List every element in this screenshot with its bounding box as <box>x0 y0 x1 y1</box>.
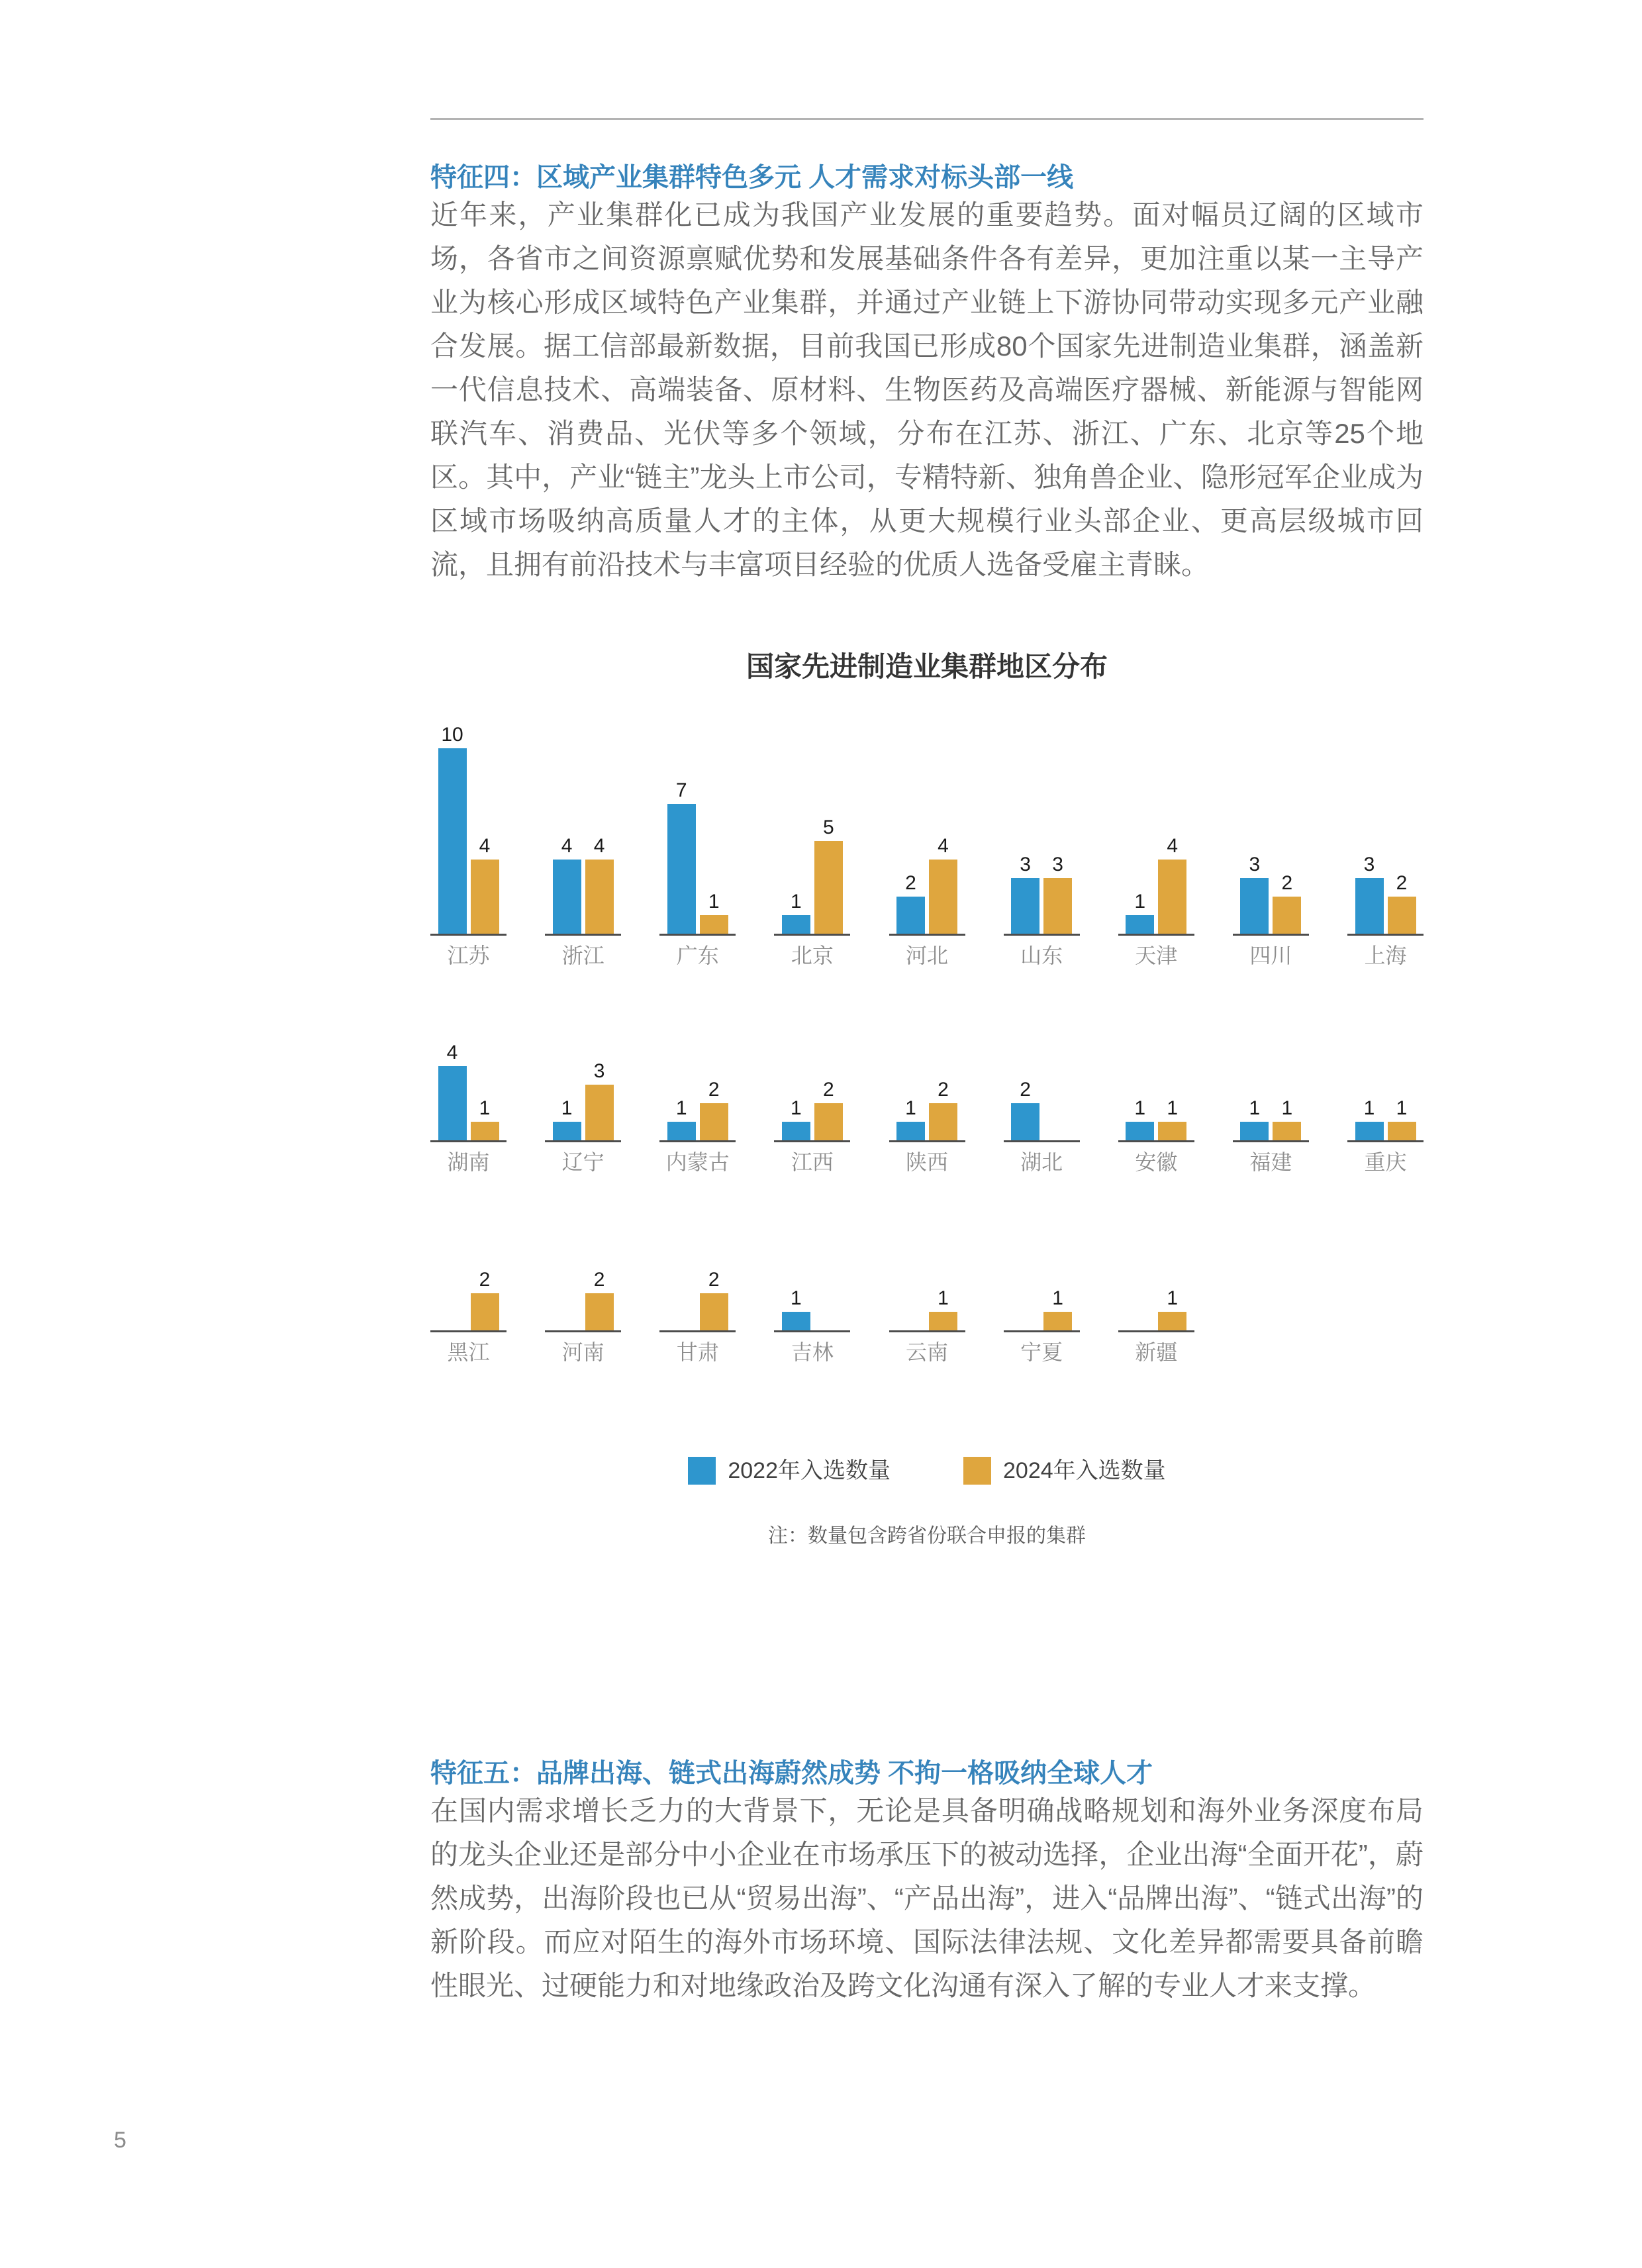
bar-y2024 <box>1158 1312 1186 1330</box>
bar-slot-y2022 <box>1011 855 1039 934</box>
bar-y2022 <box>896 897 925 934</box>
bar-y2022 <box>1355 878 1384 934</box>
legend-swatch-2022 <box>688 1457 716 1485</box>
legend-label-2024: 2024年入选数量 <box>1003 1458 1166 1483</box>
bar-pair <box>430 724 507 934</box>
legend-item-2022 <box>688 1457 891 1485</box>
bar-slot-y2024 <box>1388 873 1416 934</box>
section4-paragraph: 近年来，产业集群化已成为我国产业发展的重要趋势。面对幅员辽阔的区域市场，各省市之间资源禀赋优势和发展基础条件各有差异，更加注重以某一主导产业为核心形成区域特色产业集群，并通过产业链上下游协同带动实现多元产业融合发展。据工信部最新数据，目前我国已形成80个国家先进制造业集群，涵盖新一代信息技术、高端装备、原材料、生物医药及高端医疗器械、新能源与智能网联汽车、消费品、光伏等多个领域，分布在江苏、浙江、广东、北京等25个地区。其中，产业“链主”龙头上市公司，专精特新、独角兽企业、隐形冠军企业成为区域市场吸纳高质量人才的主体，从更大规模行业头部企业、更高层级城市回流，且拥有前沿技术与丰富项目经验的优质人选备受雇主青睐。 <box>430 199 1424 580</box>
value-label: 1 <box>561 1097 573 1119</box>
category-label: 福建 <box>1249 1150 1292 1174</box>
chart-group-内蒙古 <box>659 1066 736 1173</box>
value-label: 1 <box>479 1097 491 1119</box>
bar-y2024 <box>814 1103 843 1140</box>
axis-line <box>430 1330 507 1332</box>
legend-label-2022: 2022年入选数量 <box>728 1458 891 1483</box>
value-label: 4 <box>479 835 491 857</box>
bar-slot-y2024 <box>1158 1289 1186 1330</box>
bar-pair <box>1347 1066 1424 1140</box>
bar-pair <box>774 1066 850 1140</box>
chart-group-福建 <box>1233 1066 1309 1173</box>
value-label: 2 <box>708 1269 720 1291</box>
bar-y2022 <box>438 1066 467 1140</box>
legend-item-2024 <box>963 1457 1166 1485</box>
axis-line <box>1233 1140 1309 1142</box>
bar-pair <box>1004 748 1080 934</box>
category-label: 吉林 <box>791 1340 834 1364</box>
chart-legend <box>430 1457 1424 1485</box>
bar-y2024 <box>1273 1122 1301 1140</box>
axis-line <box>1347 934 1424 936</box>
value-label: 1 <box>675 1097 687 1119</box>
bar-slot-y2024 <box>1158 836 1186 934</box>
bar-pair <box>545 748 621 934</box>
value-label: 2 <box>938 1079 949 1101</box>
axis-line <box>889 1330 965 1332</box>
bar-y2022 <box>553 1122 581 1140</box>
value-label: 1 <box>791 1097 802 1119</box>
bar-slot-y2022 <box>1240 1099 1269 1140</box>
bar-pair <box>1233 748 1309 934</box>
value-label: 2 <box>823 1079 834 1101</box>
category-label: 甘肃 <box>676 1340 719 1364</box>
header-divider <box>430 118 1424 120</box>
category-label: 内蒙古 <box>665 1150 730 1174</box>
bar-slot-y2022 <box>553 1099 581 1140</box>
bar-y2024 <box>1158 1122 1186 1140</box>
bar-y2024 <box>585 1293 614 1330</box>
axis-line <box>1347 1140 1424 1142</box>
chart-group-吉林 <box>774 1287 850 1364</box>
bar-y2024 <box>585 860 614 934</box>
chart-group-甘肃 <box>659 1269 736 1364</box>
value-label: 1 <box>1281 1097 1293 1119</box>
axis-line <box>774 1330 850 1332</box>
bar-pair <box>774 748 850 934</box>
chart-group-上海 <box>1347 748 1424 966</box>
bar-y2022 <box>1011 1103 1039 1140</box>
value-label: 1 <box>708 891 720 912</box>
section4-heading: 特征四：区域产业集群特色多元 人才需求对标头部一线 <box>430 163 1074 192</box>
bar-y2024 <box>929 1103 957 1140</box>
bar-pair <box>659 748 736 934</box>
bar-slot-y2022 <box>782 1289 810 1330</box>
value-label: 1 <box>791 1287 802 1309</box>
chart-group-新疆 <box>1118 1287 1194 1364</box>
value-label: 2 <box>708 1079 720 1101</box>
bar-slot-y2022 <box>667 1099 696 1140</box>
value-label: 1 <box>1134 891 1146 912</box>
axis-line <box>545 934 621 936</box>
bar-y2022 <box>438 748 467 934</box>
axis-line <box>1004 1330 1080 1332</box>
category-label: 湖南 <box>447 1150 490 1174</box>
value-label: 1 <box>1052 1287 1063 1309</box>
value-label: 1 <box>905 1097 916 1119</box>
value-label: 3 <box>593 1060 605 1082</box>
bar-slot-y2024 <box>585 836 614 934</box>
chart-group-天津 <box>1118 748 1194 966</box>
bar-y2024 <box>471 1293 499 1330</box>
value-label: 3 <box>1052 854 1063 875</box>
bar-pair <box>1233 1066 1309 1140</box>
chart-group-重庆 <box>1347 1066 1424 1173</box>
chart-group-辽宁 <box>545 1060 621 1174</box>
axis-line <box>1118 934 1194 936</box>
value-label: 2 <box>1396 872 1408 894</box>
page-number: 5 <box>114 2128 126 2153</box>
category-label: 宁夏 <box>1020 1340 1063 1364</box>
bar-y2024 <box>471 1122 499 1140</box>
bar-y2022 <box>1240 878 1269 934</box>
bar-slot-y2024 <box>585 1270 614 1330</box>
legend-swatch-2024 <box>963 1457 991 1485</box>
axis-line <box>774 1140 850 1142</box>
bar-pair <box>430 1042 507 1140</box>
bar-slot-y2024 <box>1388 1099 1416 1140</box>
bar-slot-y2022 <box>1126 1099 1154 1140</box>
axis-line <box>545 1140 621 1142</box>
bar-y2022 <box>1126 1122 1154 1140</box>
value-label: 4 <box>561 835 573 857</box>
value-label: 3 <box>1020 854 1031 875</box>
category-label: 四川 <box>1249 944 1292 967</box>
category-label: 安徽 <box>1135 1150 1178 1174</box>
category-label: 江苏 <box>447 944 490 967</box>
bar-y2022 <box>1240 1122 1269 1140</box>
bar-slot-y2022 <box>782 892 810 934</box>
chart-group-黑江 <box>430 1269 507 1364</box>
bar-slot-y2024 <box>700 1270 728 1330</box>
chart-group-河南 <box>545 1269 621 1364</box>
bar-pair <box>430 1269 507 1330</box>
bar-y2024 <box>700 1103 728 1140</box>
chart-group-北京 <box>774 748 850 966</box>
category-label: 黑江 <box>447 1340 490 1364</box>
bar-y2024 <box>1388 897 1416 934</box>
chart-group-陕西 <box>889 1066 965 1173</box>
section5-paragraph: 在国内需求增长乏力的大背景下，无论是具备明确战略规划和海外业务深度布局的龙头企业还是部分中小企业在市场承压下的被动选择，企业出海“全面开花”，蔚然成势，出海阶段也已从“贸易出海”、“产品出海”，进入“品牌出海”、“链式出海”的新阶段。而应对陌生的海外市场环境、国际法律法规、文化差异都需要具备前瞻性眼光、过硬能力和对地缘政治及跨文化沟通有深入了解的专业人才来支撑。 <box>430 1795 1424 2001</box>
bar-y2022 <box>667 1122 696 1140</box>
chart-group-湖北 <box>1004 1066 1080 1173</box>
bar-pair <box>889 1287 965 1330</box>
value-label: 1 <box>1396 1097 1408 1119</box>
bar-pair <box>774 1287 850 1330</box>
section5-heading: 特征五：品牌出海、链式出海蔚然成势 不拘一格吸纳全球人才 <box>430 1759 1153 1788</box>
category-label: 辽宁 <box>561 1150 604 1174</box>
bar-y2024 <box>1043 878 1072 934</box>
bar-slot-y2024 <box>471 1099 499 1140</box>
category-label: 云南 <box>905 1340 948 1364</box>
bar-pair <box>545 1269 621 1330</box>
bar-slot-y2024 <box>814 1080 843 1140</box>
bar-pair <box>1118 1287 1194 1330</box>
chart-group-江苏 <box>430 724 507 967</box>
bar-slot-y2024 <box>471 836 499 934</box>
chart-group-宁夏 <box>1004 1287 1080 1364</box>
bar-slot-y2024 <box>1043 855 1072 934</box>
bar-y2024 <box>929 1312 957 1330</box>
bar-slot-y2022 <box>1355 1099 1384 1140</box>
bar-slot-y2024 <box>1273 1099 1301 1140</box>
bar-pair <box>545 1060 621 1140</box>
value-label: 1 <box>938 1287 949 1309</box>
bar-y2024 <box>700 1293 728 1330</box>
bar-pair <box>1118 1066 1194 1140</box>
bar-y2022 <box>553 860 581 934</box>
bar-slot-y2022 <box>1011 1080 1039 1140</box>
bar-slot-y2022 <box>1355 855 1384 934</box>
bar-y2022 <box>1011 878 1039 934</box>
bar-slot-y2022 <box>667 781 696 934</box>
category-label: 天津 <box>1135 944 1178 967</box>
value-label: 2 <box>905 872 916 894</box>
chart-row-2 <box>430 1042 1424 1174</box>
chart-group-湖南 <box>430 1042 507 1174</box>
bar-slot-y2024 <box>814 818 843 934</box>
bar-y2024 <box>929 860 957 934</box>
value-label: 4 <box>938 835 949 857</box>
bar-y2024 <box>814 841 843 934</box>
category-label: 湖北 <box>1020 1150 1063 1174</box>
bar-slot-y2022 <box>438 1043 467 1140</box>
bar-slot-y2022 <box>782 1099 810 1140</box>
bar-pair <box>1118 748 1194 934</box>
bar-pair <box>1004 1287 1080 1330</box>
category-label: 北京 <box>791 944 834 967</box>
value-label: 5 <box>823 816 834 838</box>
bar-slot-y2022 <box>438 725 467 934</box>
category-label: 浙江 <box>561 944 604 967</box>
value-label: 1 <box>1167 1287 1179 1309</box>
bar-pair <box>1347 748 1424 934</box>
axis-line <box>659 1140 736 1142</box>
category-label: 河南 <box>561 1340 604 1364</box>
bar-y2022 <box>896 1122 925 1140</box>
value-label: 2 <box>479 1269 491 1291</box>
bar-slot-y2024 <box>929 1080 957 1140</box>
bar-slot-y2022 <box>896 873 925 934</box>
chart-group-山东 <box>1004 748 1080 966</box>
bar-y2022 <box>782 1312 810 1330</box>
axis-line <box>545 1330 621 1332</box>
category-label: 上海 <box>1364 944 1407 967</box>
chart-group-安徽 <box>1118 1066 1194 1173</box>
axis-line <box>1004 1140 1080 1142</box>
category-label: 重庆 <box>1364 1150 1407 1174</box>
chart-group-浙江 <box>545 748 621 966</box>
bar-slot-y2022 <box>896 1099 925 1140</box>
bar-y2022 <box>782 1122 810 1140</box>
axis-line <box>889 934 965 936</box>
value-label: 1 <box>1249 1097 1261 1119</box>
axis-line <box>659 934 736 936</box>
value-label: 1 <box>791 891 802 912</box>
bar-slot-y2022 <box>1240 855 1269 934</box>
category-label: 河北 <box>905 944 948 967</box>
chart-row-1 <box>430 724 1424 967</box>
bar-slot-y2022 <box>553 836 581 934</box>
bar-y2024 <box>471 860 499 934</box>
bar-y2022 <box>1126 915 1154 934</box>
category-label: 陕西 <box>905 1150 948 1174</box>
value-label: 1 <box>1134 1097 1146 1119</box>
value-label: 3 <box>1363 854 1375 875</box>
bar-y2022 <box>782 915 810 934</box>
chart-group-广东 <box>659 748 736 966</box>
axis-line <box>1233 934 1309 936</box>
bar-slot-y2024 <box>585 1061 614 1140</box>
axis-line <box>1118 1140 1194 1142</box>
axis-line <box>889 1140 965 1142</box>
bar-pair <box>659 1066 736 1140</box>
category-label: 江西 <box>791 1150 834 1174</box>
chart-note: 注：数量包含跨省份联合申报的集群 <box>768 1525 1086 1547</box>
bar-y2022 <box>1355 1122 1384 1140</box>
bar-y2024 <box>1158 860 1186 934</box>
bar-pair <box>659 1269 736 1330</box>
chart-group-四川 <box>1233 748 1309 966</box>
bar-slot-y2024 <box>1158 1099 1186 1140</box>
bar-pair <box>889 1066 965 1140</box>
value-label: 4 <box>1167 835 1179 857</box>
bar-y2024 <box>1043 1312 1072 1330</box>
bar-slot-y2024 <box>1043 1289 1072 1330</box>
chart-group-河北 <box>889 748 965 966</box>
bar-slot-y2024 <box>700 1080 728 1140</box>
value-label: 7 <box>675 779 687 801</box>
value-label: 10 <box>441 724 463 746</box>
value-label: 3 <box>1249 854 1261 875</box>
chart-group-江西 <box>774 1066 850 1173</box>
axis-line <box>430 1140 507 1142</box>
bar-slot-y2024 <box>929 1289 957 1330</box>
chart-row-3 <box>430 1269 1424 1364</box>
bar-pair <box>1004 1066 1080 1140</box>
axis-line <box>774 934 850 936</box>
value-label: 4 <box>446 1042 458 1063</box>
bar-slot-y2024 <box>700 892 728 934</box>
category-label: 广东 <box>676 944 719 967</box>
value-label: 4 <box>593 835 605 857</box>
bar-y2024 <box>585 1085 614 1140</box>
chart-title: 国家先进制造业集群地区分布 <box>746 651 1108 682</box>
axis-line <box>659 1330 736 1332</box>
value-label: 2 <box>593 1269 605 1291</box>
category-label: 新疆 <box>1135 1340 1178 1364</box>
bar-slot-y2024 <box>929 836 957 934</box>
bar-y2024 <box>1273 897 1301 934</box>
axis-line <box>1118 1330 1194 1332</box>
bar-pair <box>889 748 965 934</box>
bar-slot-y2022 <box>1126 892 1154 934</box>
value-label: 2 <box>1281 872 1293 894</box>
bar-y2024 <box>1388 1122 1416 1140</box>
bar-y2024 <box>700 915 728 934</box>
value-label: 2 <box>1020 1079 1031 1101</box>
axis-line <box>1004 934 1080 936</box>
chart-group-云南 <box>889 1287 965 1364</box>
bar-slot-y2024 <box>471 1270 499 1330</box>
value-label: 1 <box>1363 1097 1375 1119</box>
axis-line <box>430 934 507 936</box>
bar-y2022 <box>667 804 696 934</box>
category-label: 山东 <box>1020 944 1063 967</box>
value-label: 1 <box>1167 1097 1179 1119</box>
bar-slot-y2024 <box>1273 873 1301 934</box>
